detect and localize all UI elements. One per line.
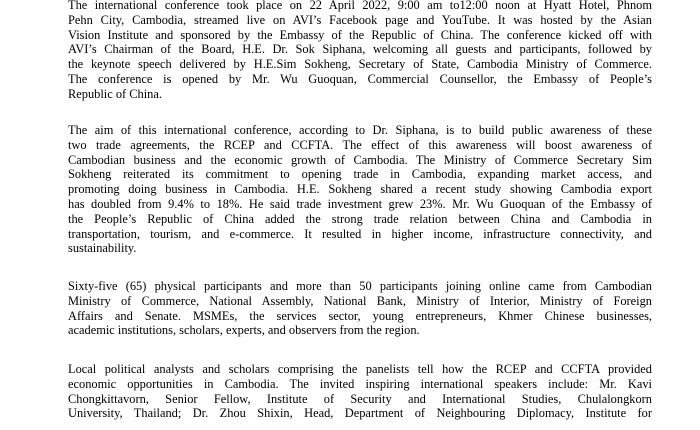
paragraph-participants <box>68 279 652 338</box>
text-line: The conference is opened by Mr. Wu Guoquan, Commercial Counsellor, the Embassy of People’s <box>68 71 652 86</box>
paragraph-panelists <box>68 362 652 421</box>
text-line: sustainability. <box>68 241 137 256</box>
text-line: academic institutions, scholars, experts, and observers from the region. <box>68 323 420 338</box>
text-line: Republic of China. <box>68 86 162 101</box>
paragraph-conference-aim <box>68 123 652 256</box>
text-line: the keynote speech delivered by H.E.Sim Sokheng, Secretary of State, Cambodia Ministry of Commerce. <box>68 57 652 72</box>
text-line: Sixty-five (65) physical participants and more than 50 participants joining online came from Cambodian <box>68 279 652 293</box>
text-line: Local political analysts and scholars comprising the panelists tell how the RCEP and CCFTA provided <box>68 362 652 376</box>
text-line: two trade agreements, the RCEP and CCFTA. The effect of this awareness will boost awareness of <box>68 137 652 152</box>
text-line: economic opportunities in Cambodia. The invited inspiring international speakers include: Mr. Kavi <box>68 376 652 391</box>
text-line: The international conference took place on 22 April 2022, 9:00 am to12:00 noon at Hyatt Hotel, Phnom <box>68 0 652 12</box>
text-line: Sokheng reiterated its commitment to opening trade in Cambodia, expanding market access, and <box>68 167 652 182</box>
text-line: Cambodian business and the economic growth of Cambodia. The Ministry of Commerce Secretary Sim <box>68 152 652 167</box>
text-line: Vision Institute and sponsored by the Embassy of the Republic of China. The conference kicked off with <box>68 27 652 42</box>
text-line: has doubled from 9.4% to 18%. He said trade investment grew 23%. Mr. Wu Guoquan of the Embassy of <box>68 196 652 211</box>
text-line: Pehn City, Cambodia, streamed live on AVI’s Facebook page and YouTube. It was hosted by the Asian <box>68 12 652 27</box>
text-line: Chongkittavorn, Senior Fellow, Institute of Security and International Studies, Chulalongkorn <box>68 391 652 406</box>
text-line: the People’s Republic of China added the strong trade relation between China and Cambodia in <box>68 211 652 226</box>
text-line: AVI’s Chairman of the Board, H.E. Dr. Sok Siphana, welcoming all guests and participants, followed by <box>68 42 652 57</box>
text-line: Ministry of Commerce, National Assembly, National Bank, Ministry of Interior, Ministry of Foreign <box>68 293 652 308</box>
text-line: promoting doing business in Cambodia. H.E. Sokheng shared a recent study showing Cambodia export <box>68 182 652 197</box>
text-line: University, Thailand; Dr. Zhou Shixin, Head, Department of Neighbouring Diplomacy, Institute for <box>68 406 652 421</box>
text-line: Affairs and Senate. MSMEs, the services sector, young entrepreneurs, Khmer Chinese businesses, <box>68 308 652 323</box>
text-line: transportation, tourism, and e-commerce. It resulted in higher income, infrastructure connectivity, and <box>68 226 652 241</box>
paragraph-conference-overview <box>68 0 652 102</box>
text-line: The aim of this international conference, according to Dr. Siphana, is to build public awareness of these <box>68 123 652 137</box>
